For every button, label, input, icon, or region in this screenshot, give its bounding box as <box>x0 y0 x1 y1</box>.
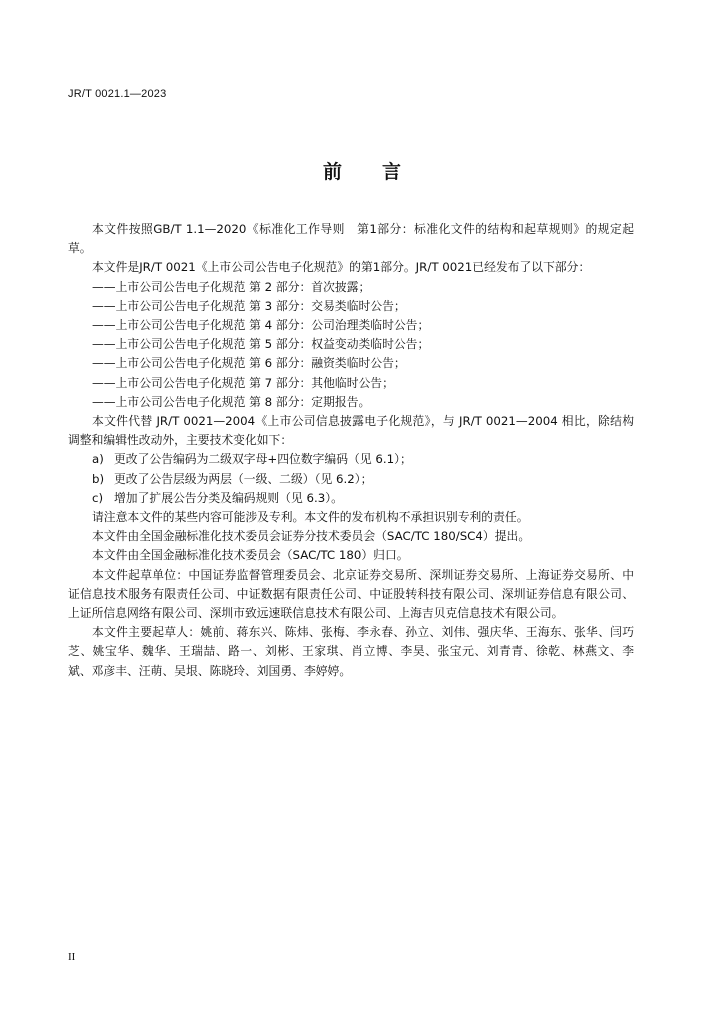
title-char-1: 前 <box>322 161 342 183</box>
change-item-label: a) <box>92 452 104 467</box>
title-char-2: 言 <box>382 161 402 183</box>
change-item-label: c) <box>92 490 104 505</box>
change-item-text: 增加了扩展公告分类及编码规则（见 6.3）。 <box>114 490 343 505</box>
change-item-label: b) <box>92 471 105 486</box>
part-list-item: ——上市公司公告电子化规范 第 6 部分：融资类临时公告； <box>92 356 406 371</box>
change-item <box>68 450 634 469</box>
page-number: II <box>68 951 76 963</box>
part-list-item: ——上市公司公告电子化规范 第 2 部分：首次披露； <box>92 279 371 294</box>
part-list-item: ——上市公司公告电子化规范 第 5 部分：权益变动类临时公告； <box>92 337 430 352</box>
administration-paragraph: 本文件由全国金融标准化技术委员会（SAC/TC 180）归口。 <box>92 548 409 563</box>
intro-paragraph: 本文件是JR/T 0021《上市公司公告电子化规范》的第1部分。JR/T 0021已经发布了以下部分： <box>92 260 591 275</box>
drafters-paragraph: 本文件主要起草人：姚前、蒋东兴、陈炜、张梅、李永春、孙立、刘伟、强庆华、王海东、张华、闫巧芝、姚宝华、魏华、王瑞喆、路一、刘彬、王家琪、肖立博、李昊、张宝元、刘青青、徐乾、林燕文、李斌、邓彦丰、汪萌、吴垠、陈晓玲、刘国勇、李婷婷。 <box>68 625 634 678</box>
part-list-item: ——上市公司公告电子化规范 第 3 部分：交易类临时公告； <box>92 298 406 313</box>
drafting-units-paragraph: 本文件起草单位：中国证券监督管理委员会、北京证券交易所、深圳证券交易所、上海证券交易所、中证信息技术服务有限责任公司、中证数据有限责任公司、中证股转科技有限公司、深圳证券信息有限公司、上证所信息网络有限公司、深圳市致远速联信息技术有限公司、上海吉贝克信息技术有限公司。 <box>68 567 634 621</box>
proposer-paragraph: 本文件由全国金融标准化技术委员会证券分技术委员会（SAC/TC 180/SC4）提出。 <box>92 529 531 544</box>
foreword-body <box>68 220 634 681</box>
page-title <box>0 157 724 184</box>
replace-paragraph: 本文件代替 JR/T 0021—2004《上市公司信息披露电子化规范》，与 JR/T 0021—2004 相比，除结构调整和编辑性改动外，主要技术变化如下： <box>68 414 634 448</box>
part-list-item: ——上市公司公告电子化规范 第 8 部分：定期报告。 <box>92 394 371 409</box>
part-list-item: ——上市公司公告电子化规范 第 7 部分：其他临时公告； <box>92 375 394 390</box>
change-item-text: 更改了公告层级为两层（一级、二级）（见 6.2）； <box>114 471 373 486</box>
document-number: JR/T 0021.1—2023 <box>68 88 167 100</box>
intro-paragraph: 本文件按照GB/T 1.1—2020《标准化工作导则 第1部分：标准化文件的结构和起草规则》的规定起草。 <box>68 222 634 256</box>
change-item <box>68 489 634 508</box>
change-item-text: 更改了公告编码为二级双字母+四位数字编码（见 6.1）； <box>114 452 412 467</box>
patent-notice: 请注意本文件的某些内容可能涉及专利。本文件的发布机构不承担识别专利的责任。 <box>92 510 529 525</box>
part-list-item: ——上市公司公告电子化规范 第 4 部分：公司治理类临时公告； <box>92 318 430 333</box>
change-item <box>68 470 634 489</box>
